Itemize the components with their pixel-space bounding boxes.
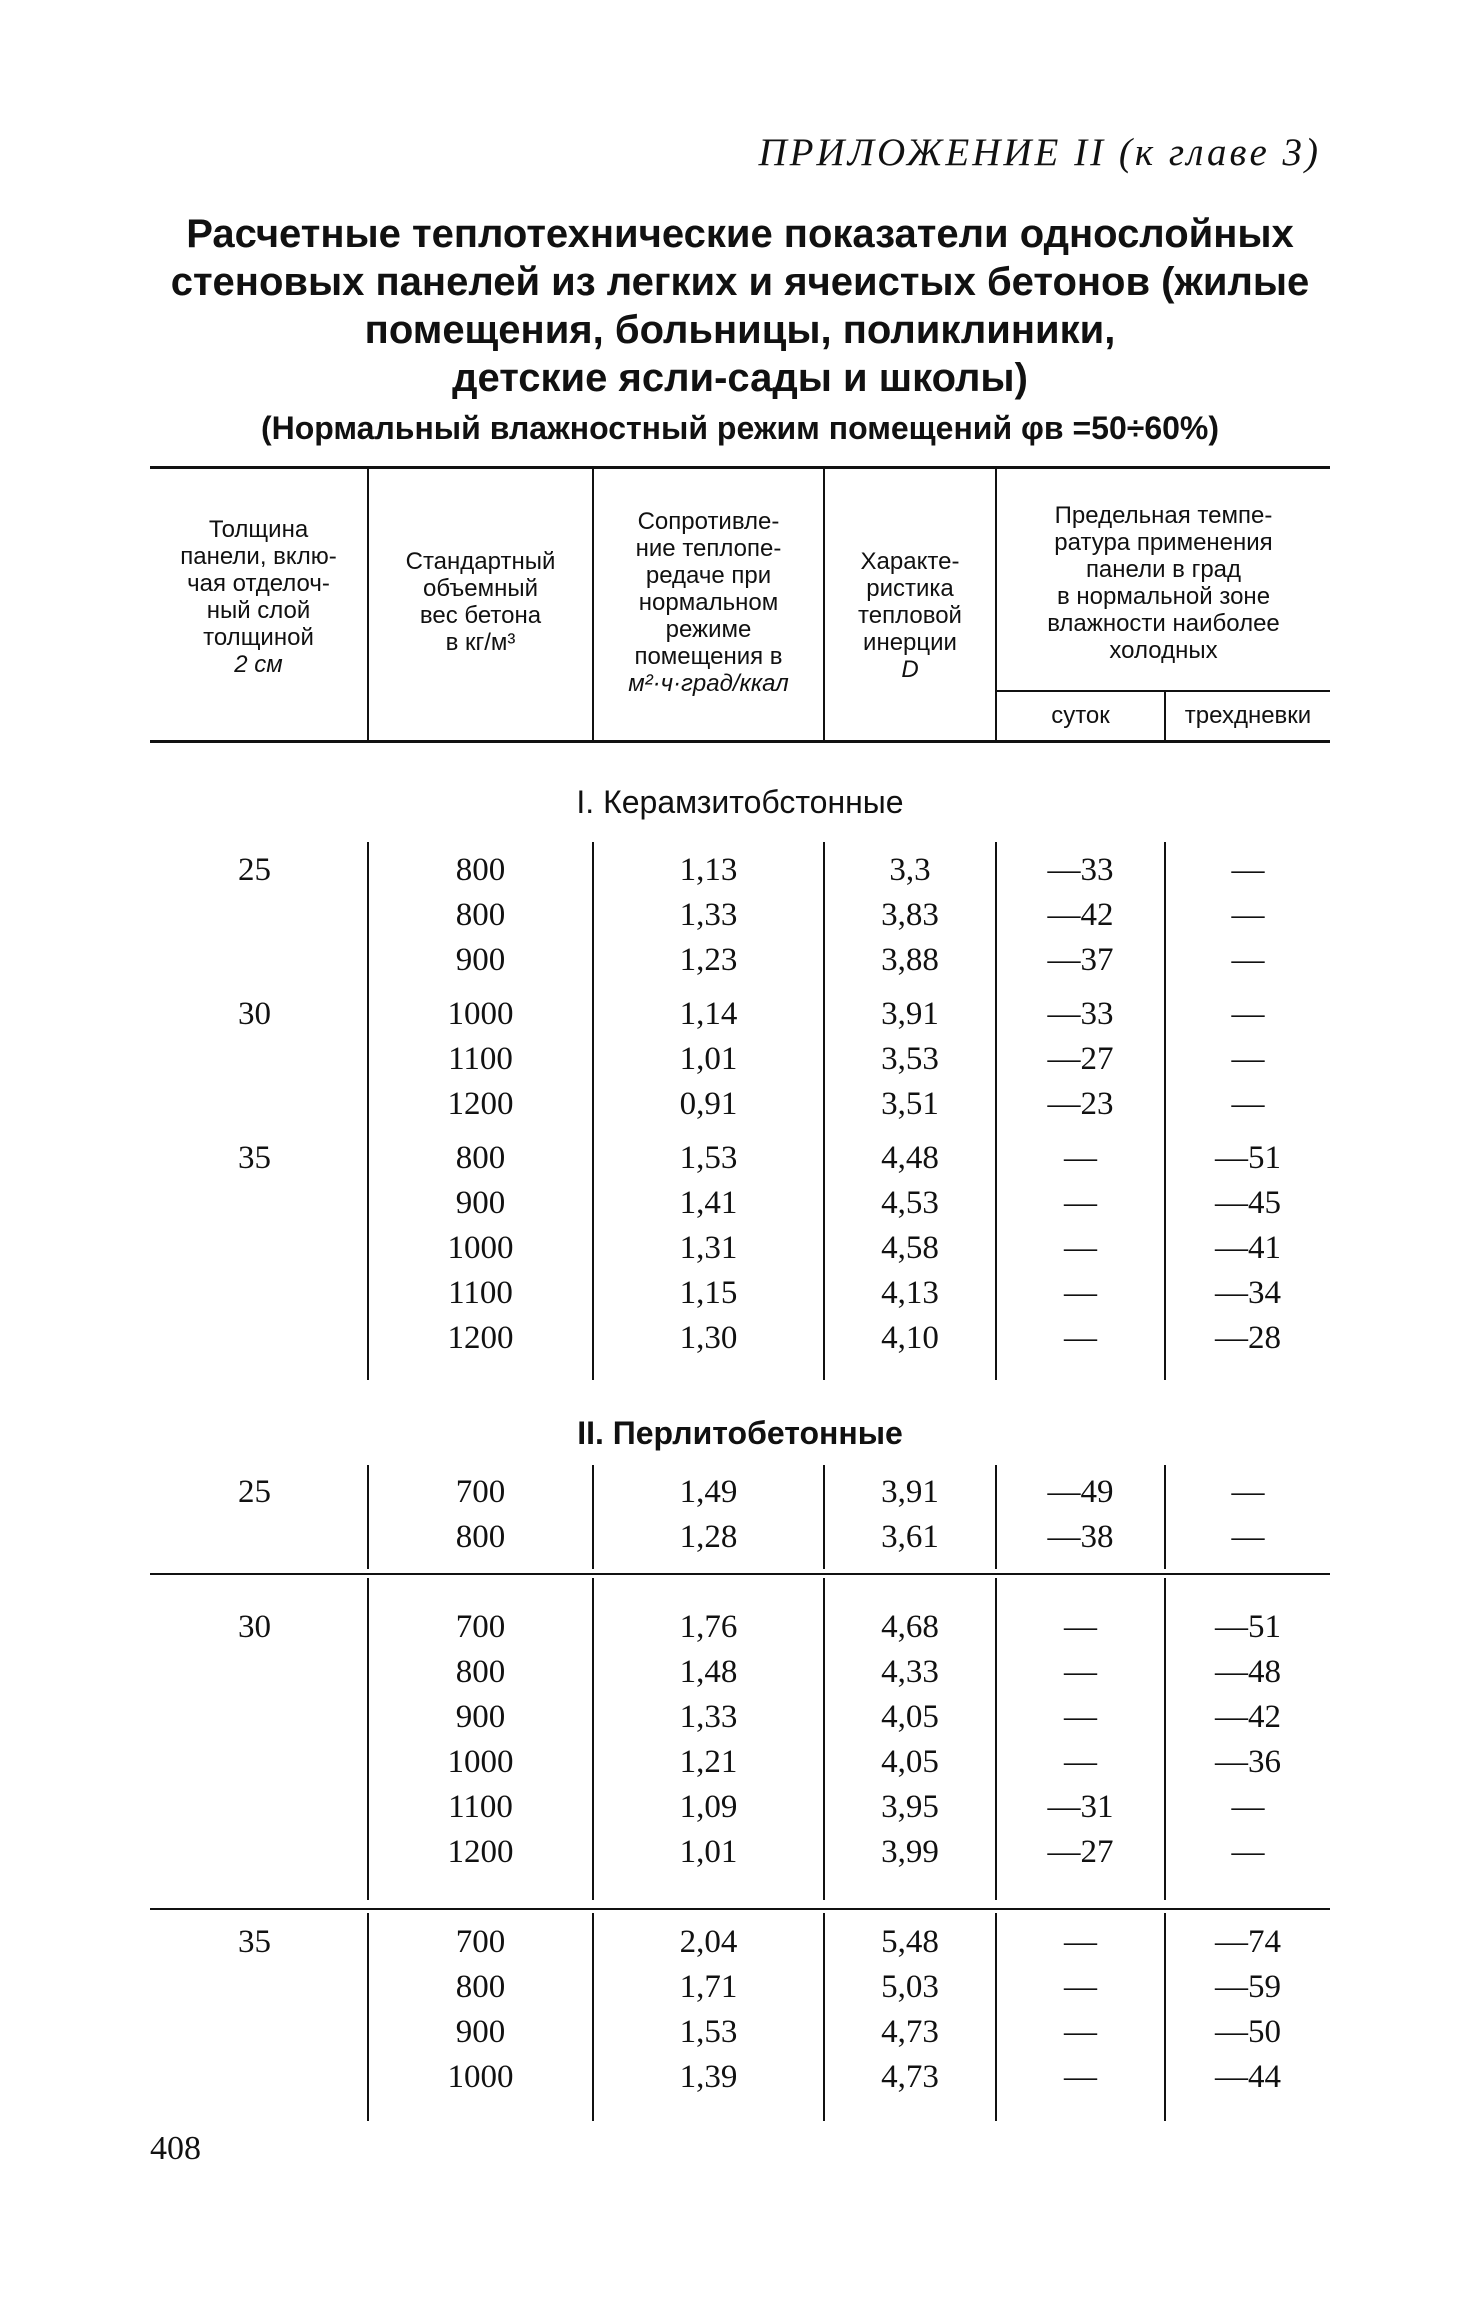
table-cell-th: — xyxy=(1231,1789,1265,1825)
header-density xyxy=(369,548,592,656)
table-cell-th: —45 xyxy=(1215,1185,1281,1221)
table-cell-th: —51 xyxy=(1215,1609,1281,1645)
table-cell-t xyxy=(150,1515,367,1560)
table-cell-w: 1200 xyxy=(447,1086,514,1122)
table-cell-r: 1,76 xyxy=(679,1609,738,1645)
table-cell-th: — xyxy=(1231,852,1265,888)
table-cell-t xyxy=(150,1965,367,2010)
table-cell-r: 1,71 xyxy=(679,1969,738,2005)
title-line: Расчетные теплотехнические показатели однослойных xyxy=(186,212,1294,256)
title-line: помещения, больницы, поликлиники, xyxy=(364,308,1116,352)
table-cell-w: 1000 xyxy=(447,996,514,1032)
table-cell-t: 35 xyxy=(238,1924,271,1960)
header-line: холодных xyxy=(1109,637,1218,664)
table-cell-w: 900 xyxy=(455,942,506,978)
table-cell-t xyxy=(150,2055,367,2100)
table-cell-r: 1,01 xyxy=(679,1834,738,1870)
table-cell-d: 4,53 xyxy=(881,1185,939,1221)
table-cell-s: —33 xyxy=(1047,996,1114,1032)
table-cell-t xyxy=(150,2010,367,2055)
table-cell-w: 700 xyxy=(455,1474,506,1510)
header-sub-3day: трехдневки xyxy=(1184,702,1312,729)
table-cell-r: 1,28 xyxy=(679,1519,738,1555)
header-line: м²·ч·град/ккал xyxy=(628,670,789,697)
table-cell-s: — xyxy=(1064,1969,1097,2005)
table-cell-r: 1,33 xyxy=(679,897,738,933)
table-cell-t xyxy=(150,1271,367,1316)
limit-temp-sub-rule xyxy=(995,690,1330,692)
table-cell-th: —34 xyxy=(1215,1275,1281,1311)
table-cell-d: 3,99 xyxy=(881,1834,939,1870)
header-line: чая отделоч- xyxy=(187,570,330,597)
table-cell-s: — xyxy=(1064,1320,1097,1356)
header-limit-temp xyxy=(997,502,1330,664)
header-line: ние теплопе- xyxy=(635,535,782,562)
section-title: II. Перлитобетонные xyxy=(577,1415,903,1451)
table-cell-r: 1,33 xyxy=(679,1699,738,1735)
table-cell-d: 4,05 xyxy=(881,1744,939,1780)
table-cell-d: 4,05 xyxy=(881,1699,939,1735)
table-cell-s: — xyxy=(1064,1140,1097,1176)
table-cell-t xyxy=(150,893,367,938)
header-sub-day: суток xyxy=(1051,702,1110,729)
table-cell-t: 25 xyxy=(238,1474,271,1510)
table-cell-t xyxy=(150,1037,367,1082)
table-cell-w: 700 xyxy=(455,1609,506,1645)
header-line: тепловой xyxy=(858,602,962,629)
table-cell-t: 30 xyxy=(238,1609,271,1645)
table-cell-d: 3,88 xyxy=(881,942,939,978)
table-cell-th: — xyxy=(1231,1834,1265,1870)
table-cell-th: —74 xyxy=(1215,1924,1281,1960)
table-cell-s: — xyxy=(1064,1924,1097,1960)
page-number: 408 xyxy=(150,2130,201,2167)
table-cell-d: 3,51 xyxy=(881,1086,939,1122)
title-line: детские ясли-сады и школы) xyxy=(452,356,1028,400)
table-cell-s: —42 xyxy=(1047,897,1114,933)
title-line: стеновых панелей из легких и ячеистых бетонов (жилые xyxy=(170,260,1310,304)
table-cell-r: 1,31 xyxy=(679,1230,738,1266)
header-line: Предельная темпе- xyxy=(1054,502,1273,529)
table-cell-d: 3,61 xyxy=(881,1519,939,1555)
header-line: толщиной xyxy=(203,624,314,651)
table-cell-th: —36 xyxy=(1215,1744,1281,1780)
table-cell-th: —42 xyxy=(1215,1699,1281,1735)
table-cell-s: — xyxy=(1064,1275,1097,1311)
table-cell-t: 30 xyxy=(238,996,271,1032)
table-cell-d: 3,91 xyxy=(881,1474,939,1510)
table-cell-s: — xyxy=(1064,1744,1097,1780)
table-cell-w: 800 xyxy=(455,1969,506,2005)
table-cell-d: 4,58 xyxy=(881,1230,939,1266)
table-cell-th: — xyxy=(1231,1474,1265,1510)
header-line: 2 см xyxy=(234,651,283,678)
table-cell-s: — xyxy=(1064,1609,1097,1645)
table-cell-d: 3,3 xyxy=(889,852,931,888)
table-cell-s: — xyxy=(1064,2014,1097,2050)
table-cell-r: 1,41 xyxy=(679,1185,738,1221)
header-line: в кг/м³ xyxy=(445,629,516,656)
table-cell-t xyxy=(150,1830,367,1875)
table-cell-th: —51 xyxy=(1215,1140,1281,1176)
table-cell-t xyxy=(150,1226,367,1271)
table-cell-s: —37 xyxy=(1047,942,1114,978)
table-cell-s: —33 xyxy=(1047,852,1114,888)
table-cell-d: 4,68 xyxy=(881,1609,939,1645)
table-cell-s: —27 xyxy=(1047,1041,1114,1077)
table-cell-th: — xyxy=(1231,1519,1265,1555)
header-line: D xyxy=(901,656,919,683)
header-line: Толщина xyxy=(208,516,309,543)
table-cell-w: 1000 xyxy=(447,1744,514,1780)
table-cell-r: 1,13 xyxy=(679,852,738,888)
table-cell-t xyxy=(150,1695,367,1740)
table-cell-d: 4,73 xyxy=(881,2014,939,2050)
table-cell-s: —23 xyxy=(1047,1086,1114,1122)
table-cell-r: 1,15 xyxy=(679,1275,738,1311)
table-cell-s: —27 xyxy=(1047,1834,1114,1870)
table-cell-w: 1100 xyxy=(448,1041,513,1077)
header-line: влажности наиболее xyxy=(1047,610,1280,637)
table-cell-t xyxy=(150,1650,367,1695)
table-cell-w: 800 xyxy=(455,1140,506,1176)
table-cell-th: — xyxy=(1231,1086,1265,1122)
table-cell-w: 800 xyxy=(455,1519,506,1555)
table-cell-r: 1,23 xyxy=(679,942,738,978)
table-cell-t xyxy=(150,1785,367,1830)
table-cell-r: 1,14 xyxy=(679,996,738,1032)
table-cell-th: — xyxy=(1231,996,1265,1032)
table-cell-d: 5,03 xyxy=(881,1969,939,2005)
table-top-rule xyxy=(150,466,1330,469)
header-line: панели, вклю- xyxy=(180,543,337,570)
header-line: панели в град xyxy=(1085,556,1242,583)
table-cell-t: 35 xyxy=(238,1140,271,1176)
table-cell-d: 3,95 xyxy=(881,1789,939,1825)
table-cell-d: 4,13 xyxy=(881,1275,939,1311)
table-cell-w: 900 xyxy=(455,1185,506,1221)
table-cell-w: 800 xyxy=(455,897,506,933)
table-cell-s: —38 xyxy=(1047,1519,1114,1555)
table-cell-r: 1,39 xyxy=(679,2059,738,2095)
header-line: режиме xyxy=(665,616,752,643)
header-line: нормальном xyxy=(638,589,779,616)
header-line: помещения в xyxy=(634,643,783,670)
table-cell-r: 1,21 xyxy=(679,1744,738,1780)
table-cell-w: 900 xyxy=(455,2014,506,2050)
table-cell-w: 1200 xyxy=(447,1834,514,1870)
header-thickness xyxy=(150,516,367,678)
table-cell-th: —50 xyxy=(1215,2014,1281,2050)
table-cell-w: 1100 xyxy=(448,1789,513,1825)
table-cell-s: — xyxy=(1064,1699,1097,1735)
table-cell-s: — xyxy=(1064,2059,1097,2095)
table-cell-t xyxy=(150,1316,367,1361)
header-resistance xyxy=(594,508,823,697)
group-rule xyxy=(150,1908,1330,1910)
table-cell-th: — xyxy=(1231,897,1265,933)
table-cell-d: 3,53 xyxy=(881,1041,939,1077)
table-cell-th: —28 xyxy=(1215,1320,1281,1356)
table-cell-r: 0,91 xyxy=(679,1086,738,1122)
table-cell-d: 4,10 xyxy=(881,1320,939,1356)
table-cell-w: 1000 xyxy=(447,1230,514,1266)
table-cell-t xyxy=(150,1082,367,1127)
table-cell-th: —48 xyxy=(1215,1654,1281,1690)
table-cell-w: 1100 xyxy=(448,1275,513,1311)
header-line: Характе- xyxy=(860,548,960,575)
header-line: объемный xyxy=(422,575,539,602)
table-cell-w: 1200 xyxy=(447,1320,514,1356)
table-cell-w: 900 xyxy=(455,1699,506,1735)
appendix-label: ПРИЛОЖЕНИЕ II (к главе 3) xyxy=(758,131,1321,174)
table-cell-t xyxy=(150,1740,367,1785)
table-cell-r: 1,53 xyxy=(679,1140,738,1176)
header-bottom-rule xyxy=(150,740,1330,743)
table-cell-d: 4,48 xyxy=(881,1140,939,1176)
header-line: ный слой xyxy=(206,597,311,624)
header-line: в нормальной зоне xyxy=(1056,583,1271,610)
table-cell-w: 800 xyxy=(455,852,506,888)
group-rule xyxy=(150,1573,1330,1575)
table-cell-t xyxy=(150,938,367,983)
page-title xyxy=(150,210,1330,402)
table-cell-d: 4,33 xyxy=(881,1654,939,1690)
table-cell-d: 4,73 xyxy=(881,2059,939,2095)
table-cell-th: —44 xyxy=(1215,2059,1281,2095)
table-cell-th: — xyxy=(1231,1041,1265,1077)
header-line: вес бетона xyxy=(419,602,542,629)
subtitle: (Нормальный влажностный режим помещений φв =50÷60%) xyxy=(260,410,1220,446)
table-cell-d: 3,91 xyxy=(881,996,939,1032)
header-line: ратура применения xyxy=(1054,529,1273,556)
table-cell-s: —49 xyxy=(1047,1474,1114,1510)
table-cell-s: —31 xyxy=(1047,1789,1114,1825)
table-cell-s: — xyxy=(1064,1185,1097,1221)
section-title: I. Керамзитобстонные xyxy=(576,784,904,820)
header-line: ристика xyxy=(866,575,954,602)
table-cell-r: 1,49 xyxy=(679,1474,738,1510)
table-cell-d: 3,83 xyxy=(881,897,939,933)
table-cell-d: 5,48 xyxy=(881,1924,939,1960)
table-cell-t xyxy=(150,1181,367,1226)
table-cell-s: — xyxy=(1064,1654,1097,1690)
table-cell-s: — xyxy=(1064,1230,1097,1266)
table-cell-w: 800 xyxy=(455,1654,506,1690)
table-cell-r: 1,48 xyxy=(679,1654,738,1690)
header-line: инерции xyxy=(863,629,957,656)
table-cell-r: 1,30 xyxy=(679,1320,738,1356)
table-cell-t: 25 xyxy=(238,852,271,888)
table-cell-r: 1,09 xyxy=(679,1789,738,1825)
header-line: Сопротивле- xyxy=(637,508,780,535)
table-cell-w: 700 xyxy=(455,1924,506,1960)
table-cell-r: 1,53 xyxy=(679,2014,738,2050)
table-cell-th: —41 xyxy=(1215,1230,1281,1266)
header-line: редаче при xyxy=(645,562,772,589)
header-inertia xyxy=(825,548,995,683)
header-line: Стандартный xyxy=(405,548,556,575)
table-cell-th: — xyxy=(1231,942,1265,978)
table-cell-r: 2,04 xyxy=(679,1924,738,1960)
table-cell-th: —59 xyxy=(1215,1969,1281,2005)
table-cell-r: 1,01 xyxy=(679,1041,738,1077)
table-cell-w: 1000 xyxy=(447,2059,514,2095)
